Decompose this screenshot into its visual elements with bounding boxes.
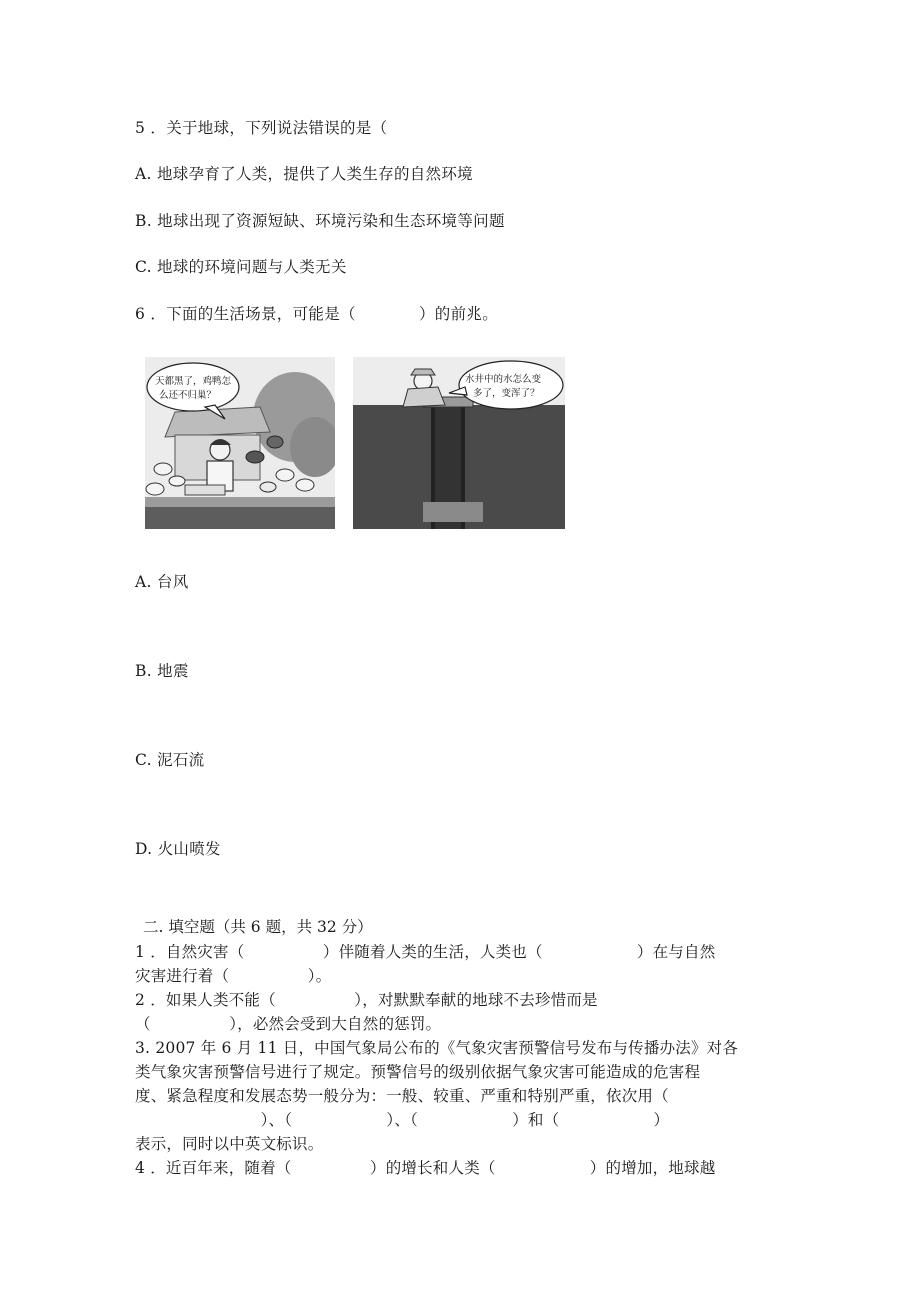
fill-line-8: ）、（ ）、（ ）和（ ） <box>135 1111 670 1129</box>
left-bubble-line1: 天都黑了，鸡鸭怎 <box>155 376 232 387</box>
left-bubble-line2: 么还不归巢？ <box>159 390 217 401</box>
fill-line-4: （ ），必然会受到大自然的惩罚。 <box>135 1015 442 1033</box>
right-bubble-line1: 水井中的水怎么变 <box>465 374 542 385</box>
q5-option-a: A. 地球孕育了人类，提供了人类生存的自然环境 <box>135 165 473 183</box>
q6-stem: 6 ．下面的生活场景，可能是（ ）的前兆。 <box>135 305 498 323</box>
q5-stem: 5 ．关于地球，下列说法错误的是（ <box>135 119 388 137</box>
q6-option-b: B. 地震 <box>135 662 189 680</box>
q6-option-a: A. 台风 <box>135 573 189 591</box>
section2-heading: 二. 填空题（共 6 题，共 32 分） <box>143 918 373 936</box>
q5-option-b: B. 地球出现了资源短缺、环境污染和生态环境等问题 <box>135 212 505 230</box>
fill-line-1: 1 ．自然灾害（ ）伴随着人类的生活，人类也（ ）在与自然 <box>135 943 716 961</box>
q6-option-c: C. 泥石流 <box>135 751 205 769</box>
fill-line-3: 2 ．如果人类不能（ ），对默默奉献的地球不去珍惜而是 <box>135 991 598 1009</box>
q6-option-d: D. 火山喷发 <box>135 840 221 858</box>
fill-line-6: 类气象灾害预警信号进行了规定。预警信号的级别依据气象灾害可能造成的危害程 <box>135 1063 701 1081</box>
right-bubble-line2: 多了，变浑了？ <box>473 388 540 399</box>
farmyard-panel <box>145 357 335 529</box>
fill-line-2: 灾害进行着（ ）。 <box>135 967 332 985</box>
fill-line-5: 3. 2007 年 6 月 11 日，中国气象局公布的《气象灾害预警信号发布与传播办法》对各 <box>135 1039 739 1057</box>
fill-line-10: 4 ．近百年来，随着（ ）的增长和人类（ ）的增加，地球越 <box>135 1159 716 1177</box>
well-drawing <box>353 357 565 529</box>
q5-option-c: C. 地球的环境问题与人类无关 <box>135 258 347 276</box>
farmyard-drawing <box>145 357 335 529</box>
fill-line-7: 度、紧急程度和发展态势一般分为：一般、较重、严重和特别严重，依次用（ <box>135 1087 669 1105</box>
fill-line-9: 表示，同时以中英文标识。 <box>135 1135 324 1153</box>
well-panel <box>353 357 565 529</box>
q6-illustration <box>145 357 565 529</box>
